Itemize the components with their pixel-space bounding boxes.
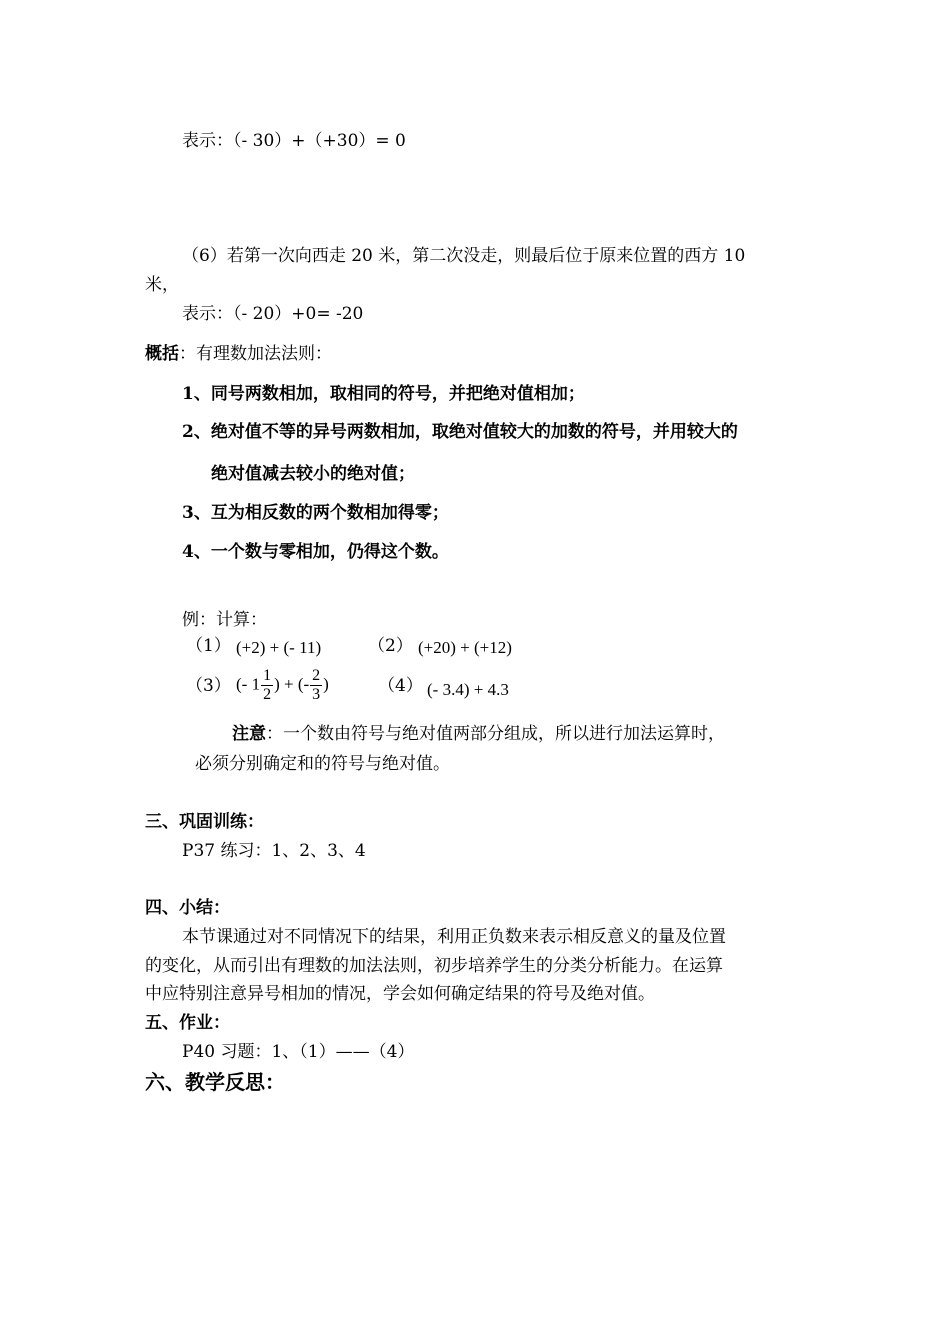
section-3-body: P37 练习：1、2、3、4 — [182, 841, 366, 861]
problem-4-label: （4） — [378, 676, 423, 696]
rule-2-line-a: 2、绝对值不等的异号两数相加，取绝对值较大的加数的符号，并用较大的 — [182, 422, 738, 442]
fraction-2-numerator: 2 — [312, 667, 321, 684]
section-6-title: 六、教学反思： — [145, 1070, 285, 1094]
problem-2-label: （2） — [368, 636, 413, 656]
section-5-title: 五、作业： — [145, 1013, 230, 1033]
problem-3-expression — [236, 668, 329, 703]
note-text: ：一个数由符号与绝对值两部分组成，所以进行加法运算时， — [266, 724, 725, 744]
fraction-two-thirds — [310, 668, 322, 703]
problem-4-expression: (- 3.4) + 4.3 — [427, 680, 509, 699]
rule-1: 1、同号两数相加，取相同的符号，并把绝对值相加； — [182, 384, 585, 404]
example-title: 例：计算： — [182, 610, 267, 630]
section-4-line-b: 的变化，从而引出有理数的加法法则，初步培养学生的分类分析能力。在运算 — [145, 956, 723, 976]
fraction-2-denominator: 3 — [312, 686, 321, 703]
problem-3-suffix: ) — [323, 674, 329, 694]
problem-3-prefix: (- 1 — [236, 674, 261, 694]
case-6-line-a: （6）若第一次向西走 20 米，第二次没走，则最后位于原来位置的西方 10 — [182, 246, 746, 266]
problem-3-middle: ) + (- — [274, 674, 310, 694]
summary-label: 概括 — [145, 344, 179, 364]
note-label: 注意 — [232, 724, 266, 744]
section-3-title: 三、巩固训练： — [145, 812, 264, 832]
rule-3: 3、互为相反数的两个数相加得零； — [182, 503, 449, 523]
note-line-b: 必须分别确定和的符号与绝对值。 — [195, 754, 450, 774]
section-5-body: P40 习题：1、（1）——（4） — [182, 1042, 415, 1062]
section-4-line-c: 中应特别注意异号相加的情况，学会如何确定结果的符号及绝对值。 — [145, 984, 655, 1004]
expression-line-6: 表示：（- 20）+0= -20 — [182, 304, 364, 324]
case-6-line-b: 米， — [145, 275, 179, 295]
problem-1-expression: (+2) + (- 11) — [236, 638, 322, 657]
section-4-title: 四、小结： — [145, 898, 230, 918]
summary-text: ：有理数加法法则： — [179, 344, 332, 364]
section-4-line-a: 本节课通过对不同情况下的结果，利用正负数来表示相反意义的量及位置 — [182, 927, 726, 947]
expression-line-5: 表示：（- 30）+（+30）= 0 — [182, 131, 406, 151]
rule-2-line-b: 绝对值减去较小的绝对值； — [211, 464, 415, 484]
fraction-one-half — [261, 668, 273, 703]
problem-3-label: （3） — [186, 676, 231, 696]
rule-4: 4、一个数与零相加，仍得这个数。 — [182, 542, 449, 562]
fraction-1-denominator: 2 — [263, 686, 272, 703]
problem-2-expression: (+20) + (+12) — [418, 638, 512, 657]
note-line-a — [232, 724, 725, 744]
problem-1-label: （1） — [186, 636, 231, 656]
fraction-1-numerator: 1 — [263, 667, 272, 684]
summary-line — [145, 344, 332, 364]
